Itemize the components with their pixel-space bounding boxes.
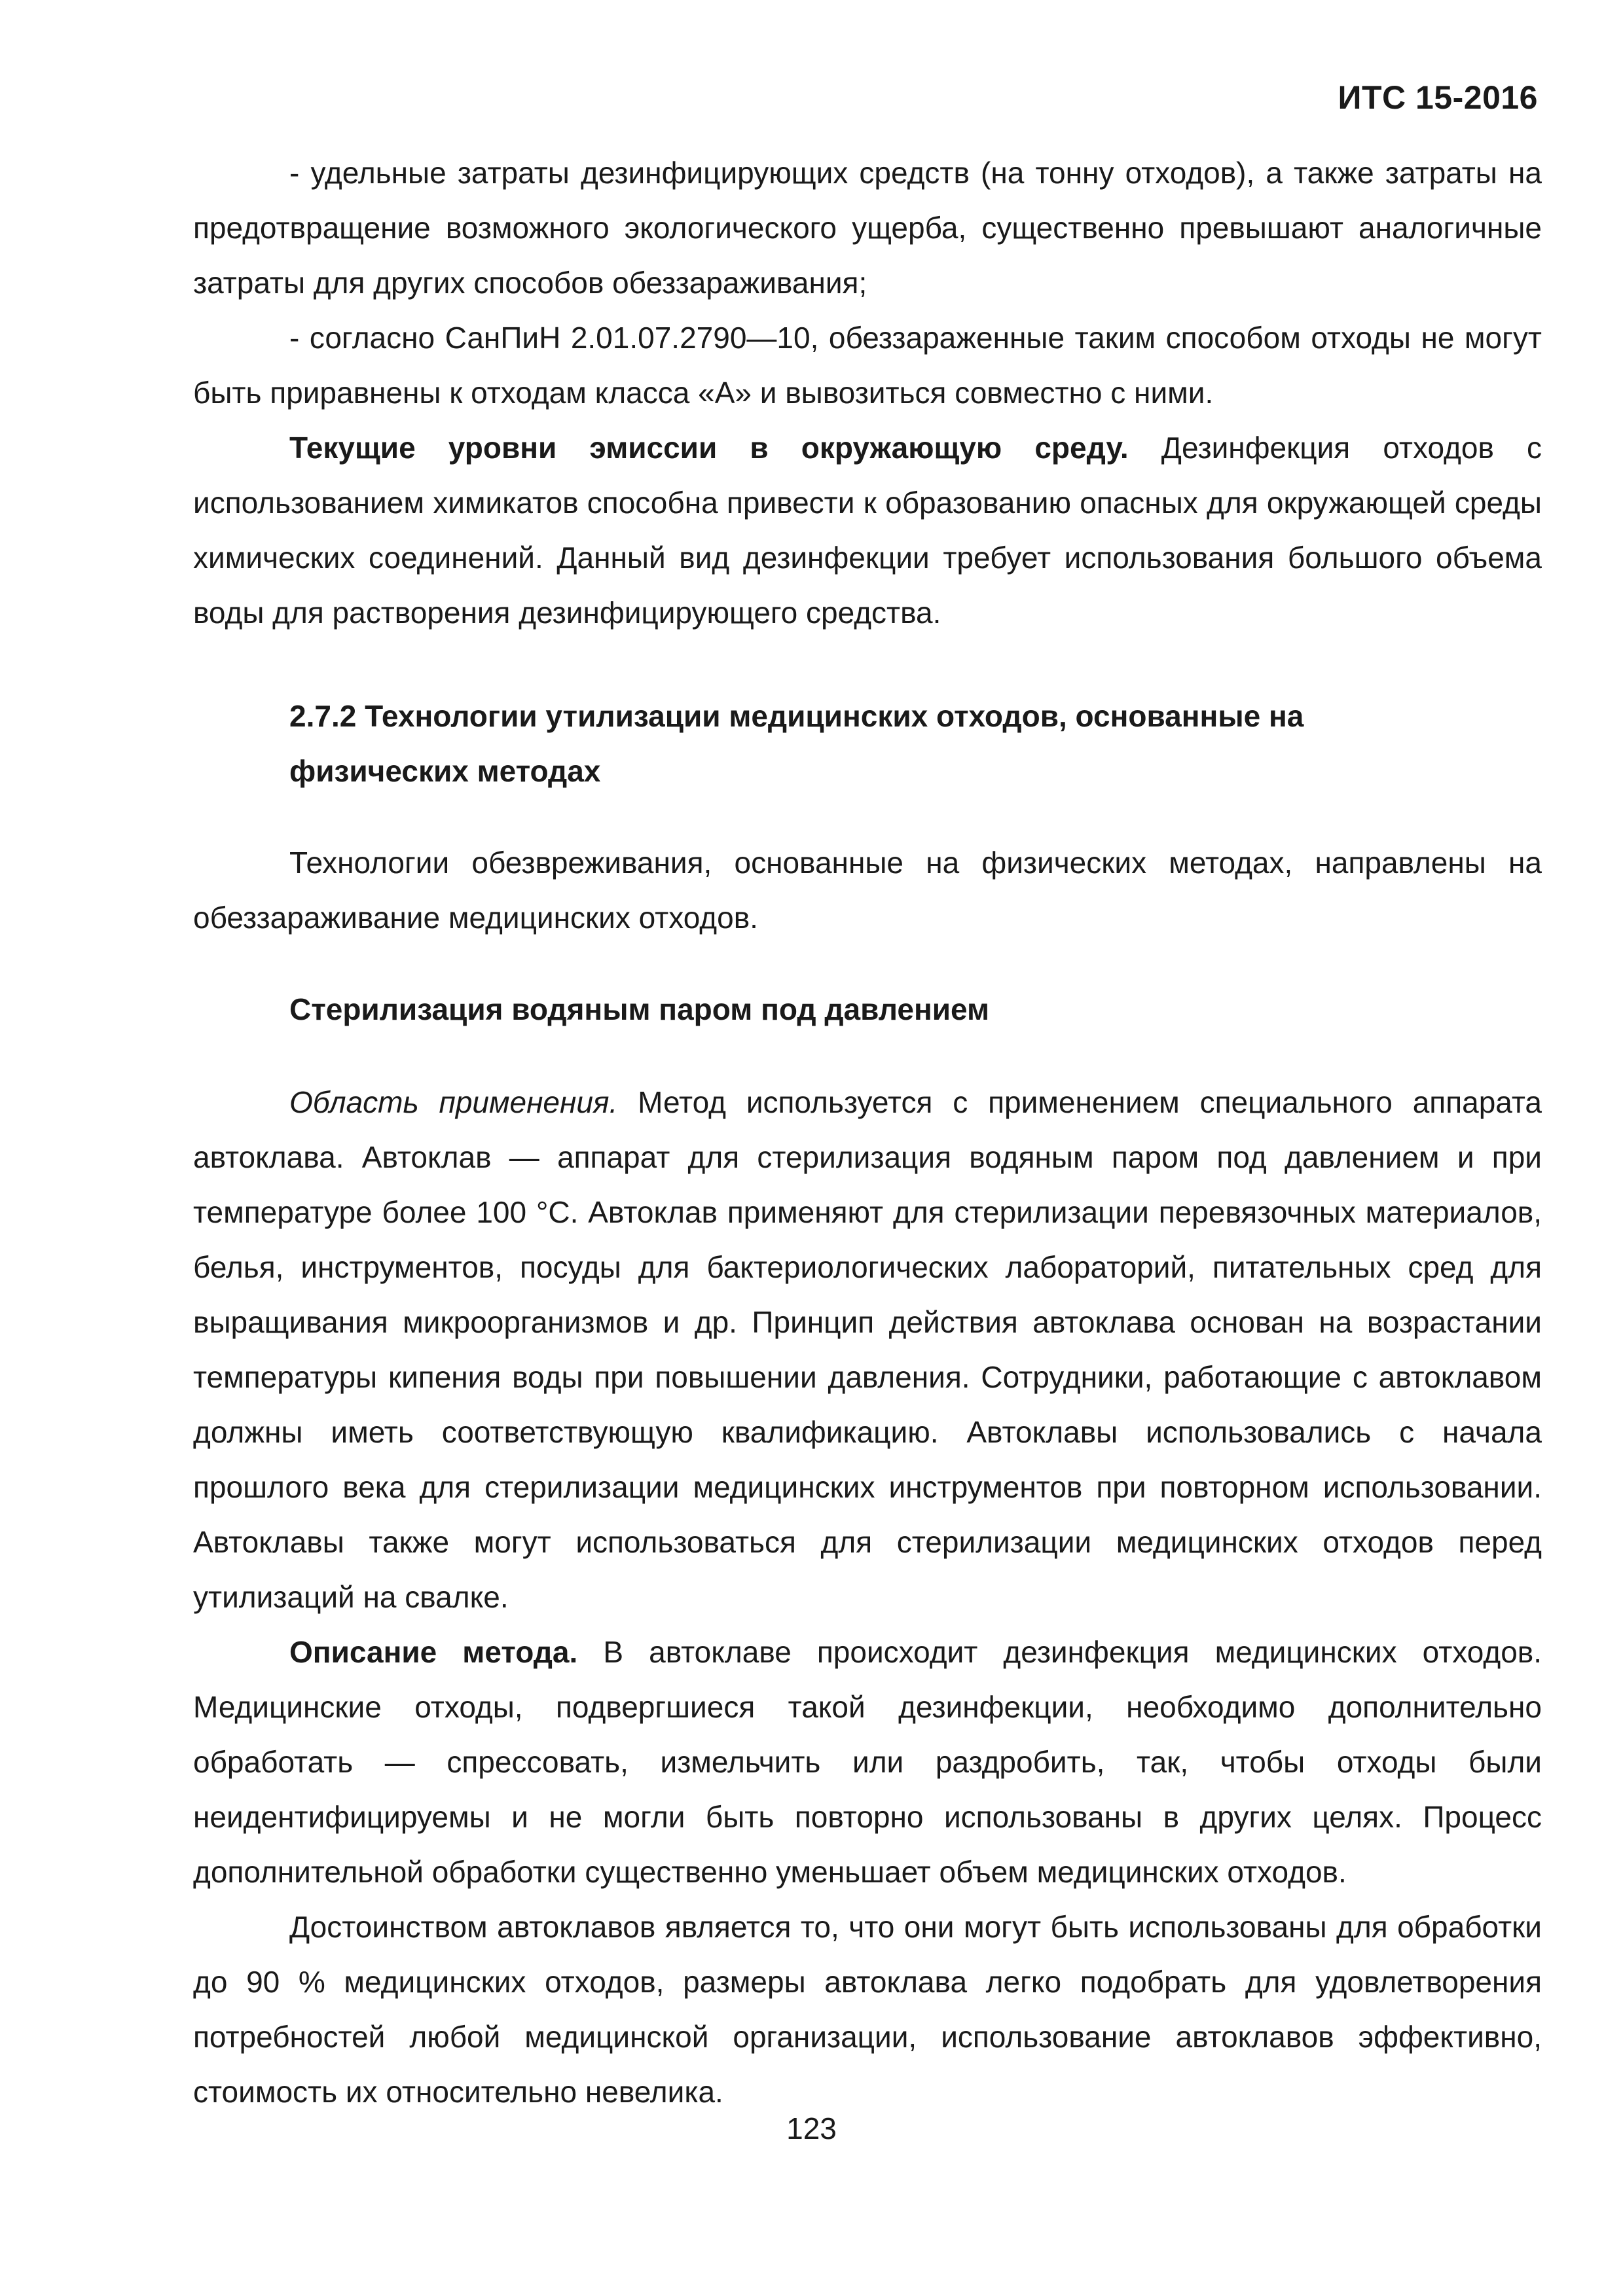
subsection-heading-block bbox=[193, 982, 1542, 1037]
paragraph-sanpin: - согласно СанПиН 2.01.07.2790—10, обеззараженные таким способом отходы не могут быть приравнены к отходам класса «А» и вывозиться совместно с ними. bbox=[193, 321, 1542, 410]
paragraph-advantages: Достоинством автоклавов является то, что они могут быть использованы для обработки до 90 % медицинских отходов, размеры автоклава легко подобрать для удовлетворения потребностей любой медицинской организации, использование автоклавов эффективно, стоимость их относительно невелика. bbox=[193, 1910, 1542, 2109]
emissions-text: Дезинфекция отходов с использованием химикатов способна привести к образованию опасных для окружающей среды химических соединений. Данный вид дезинфекции требует использования большого объема воды для растворения дезинфицирующего средства. bbox=[193, 431, 1542, 630]
paragraph-emissions bbox=[193, 420, 1542, 640]
paragraph-method bbox=[193, 1624, 1542, 1899]
section-heading-line1: 2.7.2 Технологии утилизации медицинских отходов, основанные на bbox=[289, 699, 1304, 733]
method-text: В автоклаве происходит дезинфекция медицинских отходов. Медицинские отходы, подвергшиеся такой дезинфекции, необходимо дополнительно обработать — спрессовать, измельчить или раздробить, так, чтобы отходы были неидентифицируемы и не могли быть повторно использованы в других целях. Процесс дополнительной обработки существенно уменьшает объем медицинских отходов. bbox=[193, 1635, 1542, 1889]
emissions-lead: Текущие уровни эмиссии в окружающую среду. bbox=[289, 431, 1129, 465]
page-number: 123 bbox=[786, 2111, 837, 2145]
subsection-body bbox=[193, 1075, 1542, 2119]
section-intro: Технологии обезвреживания, основанные на физических методах, направлены на обеззараживание медицинских отходов. bbox=[193, 846, 1542, 935]
section-intro-block bbox=[193, 835, 1542, 945]
method-lead: Описание метода. bbox=[289, 1635, 578, 1669]
text-block-1 bbox=[193, 145, 1542, 640]
section-heading-line2: физических методах bbox=[289, 754, 601, 788]
paragraph-expenses: - удельные затраты дезинфицирующих средств (на тонну отходов), а также затраты на предотвращение возможного экологического ущерба, существенно превышают аналогичные затраты для других способов обеззараживания; bbox=[193, 156, 1542, 300]
application-lead: Область применения. bbox=[289, 1085, 618, 1119]
application-text: Метод используется с применением специального аппарата автоклава. Автоклав — аппарат для стерилизация водяным паром под давлением и при температуре более 100 °С. Автоклав применяют для стерилизации перевязочных материалов, белья, инструментов, посуды для бактериологических лабораторий, питательных сред для выращивания микроорганизмов и др. Принцип действия автоклава основан на возрастании температуры кипения воды при повышении давления. Сотрудники, работающие с автоклавом должны иметь соответствующую квалификацию. Автоклавы использовались с начала прошлого века для стерилизации медицинских инструментов при повторном использовании. Автоклавы также могут использоваться для стерилизации медицинских отходов перед утилизаций на свалке. bbox=[193, 1085, 1542, 1614]
section-2-7-2 bbox=[193, 689, 1542, 798]
document-code: ИТС 15-2016 bbox=[1338, 79, 1538, 116]
paragraph-application bbox=[193, 1075, 1542, 1624]
subsection-heading: Стерилизация водяным паром под давлением bbox=[289, 992, 990, 1026]
